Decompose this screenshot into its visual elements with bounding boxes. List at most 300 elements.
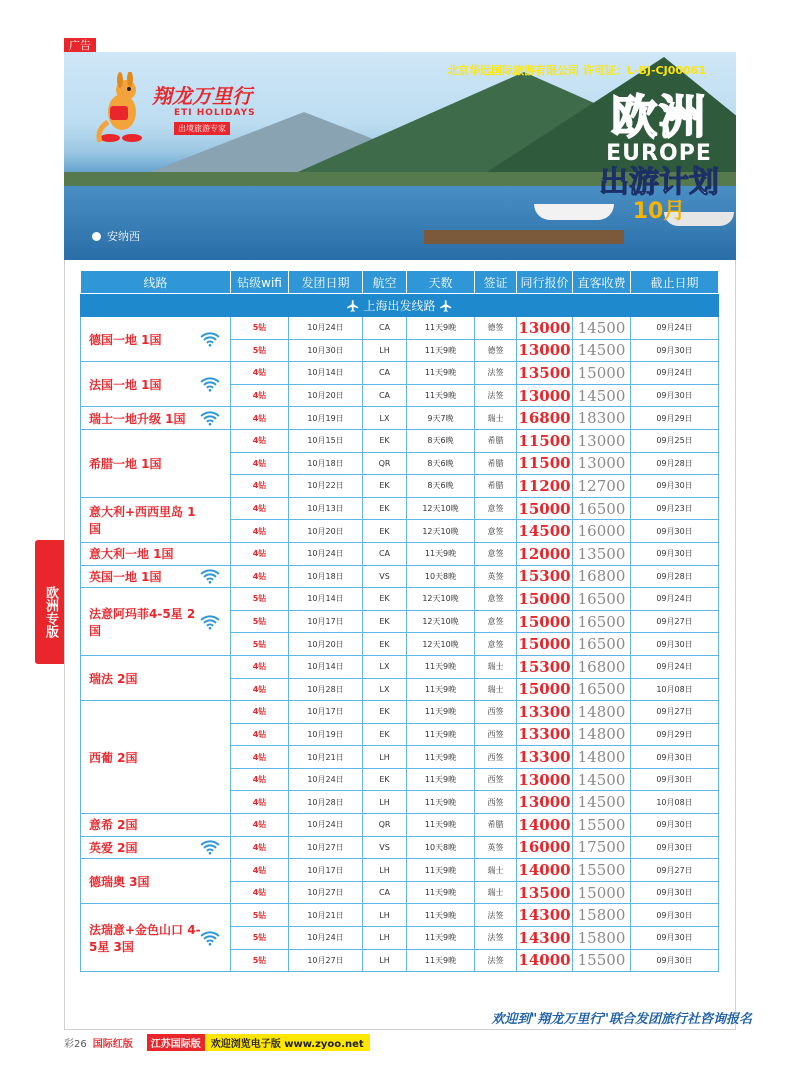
departure-date: 10月24日 — [289, 542, 363, 565]
deadline: 09月24日 — [631, 317, 719, 340]
agent-price: 14000 — [517, 949, 573, 972]
departure-date: 10月24日 — [289, 317, 363, 340]
retail-price: 16500 — [573, 588, 631, 611]
agent-price: 14000 — [517, 859, 573, 882]
departure-date: 10月21日 — [289, 746, 363, 769]
airline: LX — [363, 407, 407, 430]
route-name-text: 希腊一地 1国 — [89, 456, 162, 471]
retail-price: 13000 — [573, 452, 631, 475]
departure-date: 10月20日 — [289, 633, 363, 656]
logo-tagline: 出境旅游专家 — [174, 122, 230, 135]
table-row — [81, 814, 719, 837]
diamond-rating: 5钻 — [231, 904, 289, 927]
diamond-rating: 5钻 — [231, 633, 289, 656]
diamond-rating: 4钻 — [231, 836, 289, 859]
diamond-rating: 4钻 — [231, 791, 289, 814]
route-name — [81, 362, 231, 407]
duration: 9天7晚 — [407, 407, 475, 430]
table-row — [81, 655, 719, 678]
deadline: 09月27日 — [631, 859, 719, 882]
retail-price: 14800 — [573, 746, 631, 769]
agent-price: 15000 — [517, 497, 573, 520]
logo-english-text: ETI HOLIDAYS — [174, 108, 256, 118]
agent-price: 13300 — [517, 723, 573, 746]
retail-price: 14500 — [573, 768, 631, 791]
edition-box: 江苏国际版 — [147, 1034, 205, 1051]
duration: 10天8晚 — [407, 565, 475, 588]
duration: 11天9晚 — [407, 723, 475, 746]
airline: CA — [363, 384, 407, 407]
column-header: 天数 — [407, 271, 475, 294]
deadline: 09月30日 — [631, 542, 719, 565]
column-header: 线路 — [81, 271, 231, 294]
brand-logo — [82, 72, 272, 154]
title-english: EUROPE — [606, 141, 712, 166]
duration: 11天9晚 — [407, 927, 475, 950]
table-body — [81, 294, 719, 972]
route-name — [81, 407, 231, 430]
duration: 8天6晚 — [407, 452, 475, 475]
visa: 西签 — [475, 791, 517, 814]
departure-date: 10月30日 — [289, 339, 363, 362]
wifi-icon — [200, 837, 220, 857]
route-name-text: 法国一地 1国 — [89, 377, 162, 392]
retail-price: 16500 — [573, 497, 631, 520]
table-row — [81, 836, 719, 859]
airline: LH — [363, 904, 407, 927]
airline: LH — [363, 859, 407, 882]
deadline: 09月30日 — [631, 949, 719, 972]
agent-price: 15000 — [517, 633, 573, 656]
column-header: 发团日期 — [289, 271, 363, 294]
diamond-rating: 4钻 — [231, 384, 289, 407]
duration: 11天9晚 — [407, 542, 475, 565]
departure-date: 10月21日 — [289, 904, 363, 927]
table-row — [81, 859, 719, 882]
route-name — [81, 836, 231, 859]
retail-price: 16500 — [573, 678, 631, 701]
route-name — [81, 542, 231, 565]
airplane-icon — [346, 299, 360, 313]
route-name-text: 意大利+西西里岛 1国 — [89, 504, 196, 536]
agent-price: 15000 — [517, 588, 573, 611]
deadline: 09月29日 — [631, 723, 719, 746]
agent-price: 13000 — [517, 768, 573, 791]
airplane-icon — [439, 299, 453, 313]
visa: 意签 — [475, 520, 517, 543]
logo-chinese-text: 翔龙万里行 — [152, 84, 252, 108]
visa: 希腊 — [475, 814, 517, 837]
table-row — [81, 407, 719, 430]
footer-invitation: 欢迎到"翔龙万里行"联合发团旅行社咨询报名 — [491, 1012, 752, 1027]
duration: 11天9晚 — [407, 362, 475, 385]
retail-price: 14500 — [573, 317, 631, 340]
airline: EK — [363, 520, 407, 543]
table-row — [81, 588, 719, 611]
airline: LH — [363, 339, 407, 362]
route-name — [81, 588, 231, 656]
airline: EK — [363, 701, 407, 724]
retail-price: 15500 — [573, 949, 631, 972]
departure-date: 10月14日 — [289, 588, 363, 611]
agent-price: 13500 — [517, 881, 573, 904]
departure-date: 10月28日 — [289, 678, 363, 701]
deadline: 09月30日 — [631, 520, 719, 543]
deadline: 09月30日 — [631, 927, 719, 950]
departure-date: 10月14日 — [289, 655, 363, 678]
airline: LH — [363, 791, 407, 814]
airline: LH — [363, 949, 407, 972]
airline: CA — [363, 542, 407, 565]
deadline: 10月08日 — [631, 678, 719, 701]
airline: EK — [363, 610, 407, 633]
duration: 11天9晚 — [407, 949, 475, 972]
deadline: 09月30日 — [631, 475, 719, 498]
visa: 法签 — [475, 384, 517, 407]
visa: 意签 — [475, 610, 517, 633]
title-month: 10月 — [632, 199, 686, 224]
agent-price: 16000 — [517, 836, 573, 859]
duration: 11天9晚 — [407, 384, 475, 407]
column-header: 同行报价 — [517, 271, 573, 294]
departure-date: 10月27日 — [289, 949, 363, 972]
diamond-rating: 5钻 — [231, 949, 289, 972]
deadline: 09月23日 — [631, 497, 719, 520]
visa: 瑞士 — [475, 655, 517, 678]
duration: 11天9晚 — [407, 814, 475, 837]
airline: LH — [363, 927, 407, 950]
retail-price: 13500 — [573, 542, 631, 565]
routes-table — [80, 270, 719, 972]
departure-date: 10月24日 — [289, 768, 363, 791]
side-section-tab: 欧洲专版 — [35, 540, 65, 664]
retail-price: 16800 — [573, 565, 631, 588]
deadline: 09月30日 — [631, 768, 719, 791]
airline: EK — [363, 497, 407, 520]
deadline: 09月24日 — [631, 588, 719, 611]
diamond-rating: 4钻 — [231, 746, 289, 769]
table-row — [81, 429, 719, 452]
wifi-icon — [200, 566, 220, 586]
route-name — [81, 904, 231, 972]
visa: 法签 — [475, 904, 517, 927]
retail-price: 17500 — [573, 836, 631, 859]
departure-date: 10月19日 — [289, 723, 363, 746]
deadline: 09月24日 — [631, 655, 719, 678]
airline: QR — [363, 452, 407, 475]
visa: 意签 — [475, 542, 517, 565]
license-text: 北京华远国际旅游有限公司 许可证：L-BJ-CJ00061 — [447, 64, 706, 77]
ad-tag: 广告 — [64, 38, 96, 54]
retail-price: 14500 — [573, 384, 631, 407]
visa: 意签 — [475, 588, 517, 611]
airline: VS — [363, 836, 407, 859]
airline: CA — [363, 362, 407, 385]
visa: 德签 — [475, 317, 517, 340]
departure-date: 10月20日 — [289, 384, 363, 407]
agent-price: 14300 — [517, 904, 573, 927]
visa: 瑞士 — [475, 881, 517, 904]
route-name — [81, 701, 231, 814]
diamond-rating: 4钻 — [231, 881, 289, 904]
table-row — [81, 362, 719, 385]
departure-date: 10月27日 — [289, 881, 363, 904]
page-number: 彩26 — [64, 1038, 87, 1050]
airline: EK — [363, 475, 407, 498]
page-footer — [64, 1034, 370, 1050]
duration: 12天10晚 — [407, 588, 475, 611]
deadline: 09月30日 — [631, 633, 719, 656]
visa: 意签 — [475, 633, 517, 656]
table-header-row — [81, 271, 719, 294]
subheader-cell — [81, 294, 719, 317]
airline: EK — [363, 768, 407, 791]
departure-date: 10月27日 — [289, 836, 363, 859]
retail-price: 13000 — [573, 429, 631, 452]
diamond-rating: 4钻 — [231, 429, 289, 452]
photo-location — [92, 228, 140, 244]
airline: EK — [363, 429, 407, 452]
duration: 8天6晚 — [407, 475, 475, 498]
retail-price: 12700 — [573, 475, 631, 498]
deadline: 09月28日 — [631, 565, 719, 588]
airline: CA — [363, 881, 407, 904]
wifi-icon — [200, 374, 220, 394]
wifi-icon — [200, 408, 220, 428]
deadline: 09月30日 — [631, 881, 719, 904]
deadline: 09月30日 — [631, 904, 719, 927]
deadline: 09月30日 — [631, 339, 719, 362]
location-dot-icon — [92, 232, 101, 241]
route-name-text: 英爱 2国 — [89, 840, 138, 855]
edition-label: 国际红版 — [92, 1038, 133, 1050]
duration: 8天6晚 — [407, 429, 475, 452]
agent-price: 12000 — [517, 542, 573, 565]
diamond-rating: 5钻 — [231, 610, 289, 633]
retail-price: 15500 — [573, 814, 631, 837]
agent-price: 11500 — [517, 452, 573, 475]
duration: 11天9晚 — [407, 655, 475, 678]
agent-price: 13000 — [517, 791, 573, 814]
deadline: 09月30日 — [631, 836, 719, 859]
duration: 11天9晚 — [407, 678, 475, 701]
deadline: 09月24日 — [631, 362, 719, 385]
route-name-text: 瑞法 2国 — [89, 671, 138, 686]
agent-price: 13300 — [517, 746, 573, 769]
deadline: 09月25日 — [631, 429, 719, 452]
column-header: 航空 — [363, 271, 407, 294]
banner-pier — [424, 230, 624, 244]
retail-price: 15000 — [573, 881, 631, 904]
route-name — [81, 429, 231, 497]
airline: LX — [363, 655, 407, 678]
table-row — [81, 542, 719, 565]
departure-date: 10月17日 — [289, 610, 363, 633]
deadline: 09月30日 — [631, 746, 719, 769]
diamond-rating: 4钻 — [231, 452, 289, 475]
route-name-text: 德瑞奥 3国 — [89, 874, 150, 889]
airline: LH — [363, 746, 407, 769]
retail-price: 16800 — [573, 655, 631, 678]
departure-date: 10月24日 — [289, 814, 363, 837]
agent-price: 11200 — [517, 475, 573, 498]
visa: 西签 — [475, 723, 517, 746]
visa: 瑞士 — [475, 859, 517, 882]
visa: 英签 — [475, 836, 517, 859]
deadline: 09月29日 — [631, 407, 719, 430]
visa: 西签 — [475, 768, 517, 791]
visa: 意签 — [475, 497, 517, 520]
departure-date: 10月24日 — [289, 927, 363, 950]
deadline: 09月27日 — [631, 610, 719, 633]
diamond-rating: 4钻 — [231, 814, 289, 837]
agent-price: 15300 — [517, 655, 573, 678]
visa: 法签 — [475, 927, 517, 950]
airline: QR — [363, 814, 407, 837]
visa: 德签 — [475, 339, 517, 362]
retail-price: 16500 — [573, 633, 631, 656]
departure-date: 10月17日 — [289, 859, 363, 882]
diamond-rating: 4钻 — [231, 497, 289, 520]
diamond-rating: 5钻 — [231, 927, 289, 950]
website-link[interactable]: 欢迎浏览电子版 www.zyoo.net — [205, 1034, 370, 1051]
visa: 希腊 — [475, 429, 517, 452]
visa: 西签 — [475, 746, 517, 769]
kangaroo-mascot-icon — [94, 72, 148, 146]
visa: 希腊 — [475, 475, 517, 498]
diamond-rating: 4钻 — [231, 701, 289, 724]
agent-price: 14000 — [517, 814, 573, 837]
title-plan: 出游计划 — [599, 165, 719, 200]
route-name-text: 英国一地 1国 — [89, 569, 162, 584]
route-name-text: 法意阿玛菲4-5星 2国 — [89, 606, 196, 638]
agent-price: 14500 — [517, 520, 573, 543]
diamond-rating: 4钻 — [231, 655, 289, 678]
agent-price: 15300 — [517, 565, 573, 588]
table-row — [81, 904, 719, 927]
wifi-icon — [200, 928, 220, 948]
campaign-title — [584, 92, 734, 224]
diamond-rating: 4钻 — [231, 768, 289, 791]
diamond-rating: 4钻 — [231, 475, 289, 498]
table-row — [81, 565, 719, 588]
table-row — [81, 701, 719, 724]
route-name — [81, 317, 231, 362]
departure-date: 10月15日 — [289, 429, 363, 452]
agent-price: 13500 — [517, 362, 573, 385]
table-row — [81, 497, 719, 520]
diamond-rating: 4钻 — [231, 542, 289, 565]
retail-price: 15500 — [573, 859, 631, 882]
deadline: 10月08日 — [631, 791, 719, 814]
visa: 法签 — [475, 362, 517, 385]
subheader-text: 上海出发线路 — [363, 298, 436, 313]
diamond-rating: 4钻 — [231, 565, 289, 588]
duration: 11天9晚 — [407, 339, 475, 362]
retail-price: 16500 — [573, 610, 631, 633]
retail-price: 14500 — [573, 791, 631, 814]
duration: 11天9晚 — [407, 317, 475, 340]
photo-location-text: 安纳西 — [107, 230, 140, 243]
diamond-rating: 4钻 — [231, 723, 289, 746]
airline: VS — [363, 565, 407, 588]
duration: 11天9晚 — [407, 746, 475, 769]
diamond-rating: 4钻 — [231, 407, 289, 430]
departure-date: 10月20日 — [289, 520, 363, 543]
banner — [64, 52, 736, 260]
route-name-text: 西葡 2国 — [89, 750, 138, 765]
agent-price: 14300 — [517, 927, 573, 950]
title-chinese: 欧洲 — [611, 90, 707, 144]
route-name — [81, 655, 231, 700]
retail-price: 16000 — [573, 520, 631, 543]
deadline: 09月30日 — [631, 384, 719, 407]
route-name — [81, 859, 231, 904]
retail-price: 14800 — [573, 701, 631, 724]
column-header: 钻级wifi — [231, 271, 289, 294]
duration: 11天9晚 — [407, 904, 475, 927]
visa: 法签 — [475, 949, 517, 972]
retail-price: 18300 — [573, 407, 631, 430]
duration: 12天10晚 — [407, 520, 475, 543]
deadline: 09月28日 — [631, 452, 719, 475]
visa: 希腊 — [475, 452, 517, 475]
route-name-text: 意希 2国 — [89, 818, 138, 833]
duration: 11天9晚 — [407, 701, 475, 724]
duration: 11天9晚 — [407, 768, 475, 791]
route-name — [81, 497, 231, 542]
retail-price: 15800 — [573, 904, 631, 927]
duration: 10天8晚 — [407, 836, 475, 859]
airline: EK — [363, 633, 407, 656]
route-name-text: 瑞士一地升级 1国 — [89, 411, 186, 426]
route-name — [81, 565, 231, 588]
diamond-rating: 4钻 — [231, 859, 289, 882]
deadline: 09月30日 — [631, 814, 719, 837]
visa: 英签 — [475, 565, 517, 588]
route-name-text: 法瑞意+金色山口 4-5星 3国 — [89, 922, 201, 954]
agent-price: 13000 — [517, 317, 573, 340]
retail-price: 15800 — [573, 927, 631, 950]
airline: EK — [363, 723, 407, 746]
route-name-text: 德国一地 1国 — [89, 332, 162, 347]
retail-price: 14500 — [573, 339, 631, 362]
visa: 西签 — [475, 701, 517, 724]
table-row — [81, 317, 719, 340]
column-header: 直客收费 — [573, 271, 631, 294]
table-subheader-row — [81, 294, 719, 317]
agent-price: 15000 — [517, 678, 573, 701]
departure-date: 10月14日 — [289, 362, 363, 385]
departure-date: 10月17日 — [289, 701, 363, 724]
agent-price: 13300 — [517, 701, 573, 724]
departure-date: 10月18日 — [289, 452, 363, 475]
column-header: 签证 — [475, 271, 517, 294]
agent-price: 11500 — [517, 429, 573, 452]
airline: EK — [363, 588, 407, 611]
duration: 11天9晚 — [407, 859, 475, 882]
duration: 12天10晚 — [407, 497, 475, 520]
diamond-rating: 4钻 — [231, 520, 289, 543]
departure-date: 10月18日 — [289, 565, 363, 588]
wifi-icon — [200, 329, 220, 349]
airline: CA — [363, 317, 407, 340]
visa: 瑞士 — [475, 407, 517, 430]
diamond-rating: 5钻 — [231, 317, 289, 340]
diamond-rating: 5钻 — [231, 339, 289, 362]
agent-price: 13000 — [517, 339, 573, 362]
departure-date: 10月28日 — [289, 791, 363, 814]
